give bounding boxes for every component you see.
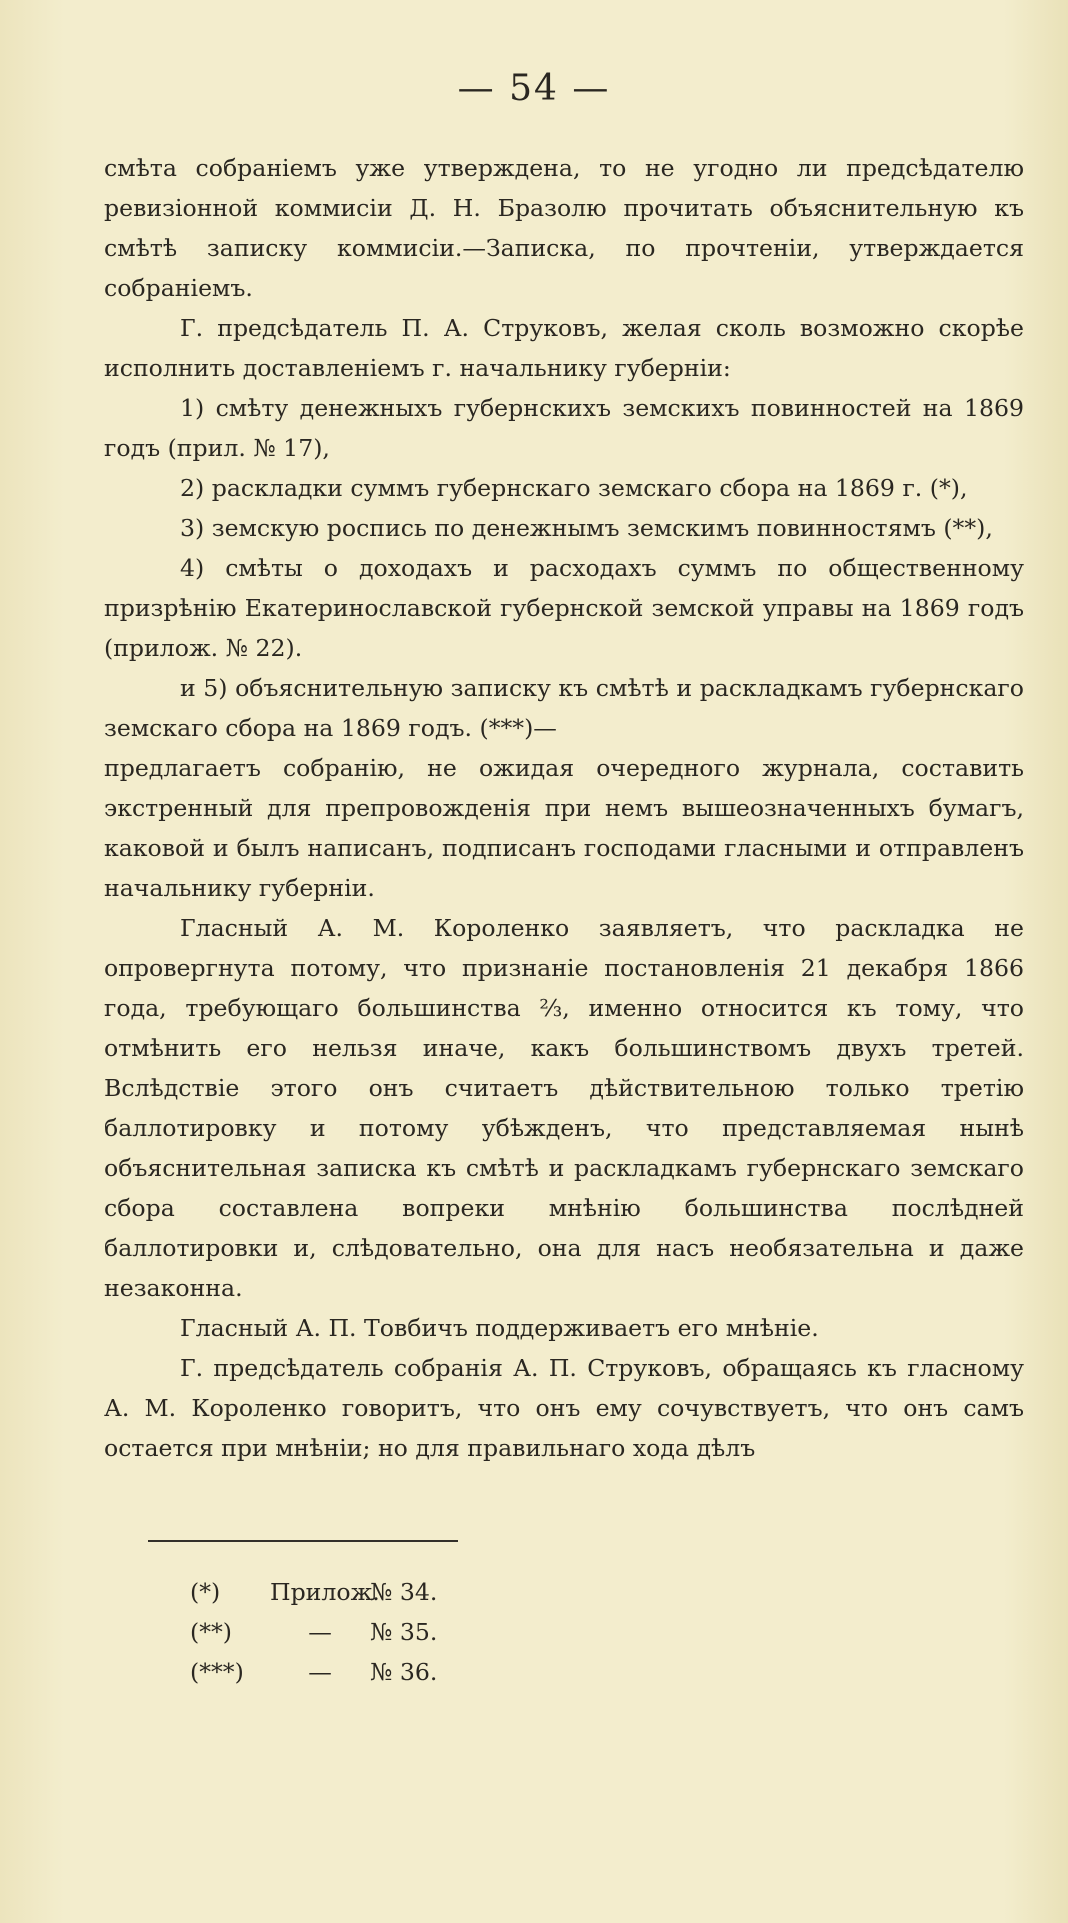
paragraph: предлагаетъ собранію, не ожидая очередного журнала, составить экстренный для препровожденія при немъ вышеозначенныхъ бумагъ, каковой и былъ написанъ, подписанъ господами гласными и отправленъ начальнику губерніи. (104, 754, 1024, 902)
list-item: 3) земскую роспись по денежнымъ земскимъ повинностямъ (**), (180, 514, 993, 542)
page-number: — 54 — (457, 68, 611, 109)
paragraph: Гласный А. П. Товбичъ поддерживаетъ его мнѣніе. (180, 1314, 819, 1342)
footnote-label: — (308, 1618, 332, 1646)
footnotes (190, 1572, 437, 1692)
footnote-mark: (***) (190, 1658, 244, 1686)
footnote-ref: № 34. (370, 1578, 438, 1606)
body-text (104, 148, 1024, 1468)
footnote (190, 1652, 437, 1692)
paragraph: смѣта собраніемъ уже утверждена, то не угодно ли предсѣдателю ревизіонной коммисіи Д. Н. Бразолю прочитать объяснительную къ смѣтѣ записку коммисіи.—Записка, по прочтеніи, утверждается собраніемъ. (104, 154, 1024, 302)
footnote-ref: № 35. (370, 1618, 438, 1646)
footnote-mark: (**) (190, 1618, 233, 1646)
list-item: 1) смѣту денежныхъ губернскихъ земскихъ повинностей на 1869 годъ (прил. № 17), (104, 394, 1024, 462)
list-item: 4) смѣты о доходахъ и расходахъ суммъ по общественному призрѣнію Екатеринославской губернской земской управы на 1869 годъ (прилож. № 22). (104, 554, 1024, 662)
footnote-label: Прилож. (270, 1578, 380, 1606)
footnote-ref: № 36. (370, 1658, 438, 1686)
list-item: и 5) объяснительную записку къ смѣтѣ и раскладкамъ губернскаго земскаго сбора на 1869 годъ. (***)— (104, 674, 1024, 742)
list-item: 2) раскладки суммъ губернскаго земскаго сбора на 1869 г. (*), (180, 474, 968, 502)
paragraph: Гласный А. М. Короленко заявляетъ, что раскладка не опровергнута потому, что признаніе постановленія 21 декабря 1866 года, требующаго большинства ⅔, именно относится къ тому, что отмѣнить его нельзя иначе, какъ большинствомъ двухъ третей. Вслѣдствіе этого онъ считаетъ дѣйствительною только третію баллотировку и потому убѣжденъ, что представляемая нынѣ объяснительная записка къ смѣтѣ и раскладкамъ губернскаго земскаго сбора составлена вопреки мнѣнію большинства послѣдней баллотировки и, слѣдовательно, она для насъ необязательна и даже незаконна. (104, 914, 1024, 1302)
footnote (190, 1572, 437, 1612)
paragraph: Г. предсѣдатель собранія А. П. Струковъ, обращаясь къ гласному А. М. Короленко говоритъ, что онъ ему сочувствуетъ, что онъ самъ остается при мнѣніи; но для правильнаго хода дѣлъ (104, 1354, 1024, 1462)
footnote-mark: (*) (190, 1578, 221, 1606)
paragraph: Г. предсѣдатель П. А. Струковъ, желая сколь возможно скорѣе исполнить доставленіемъ г. начальнику губерніи: (104, 314, 1024, 382)
footnote-label: — (308, 1658, 332, 1686)
footnote (190, 1612, 437, 1652)
footnote-separator (148, 1540, 458, 1542)
